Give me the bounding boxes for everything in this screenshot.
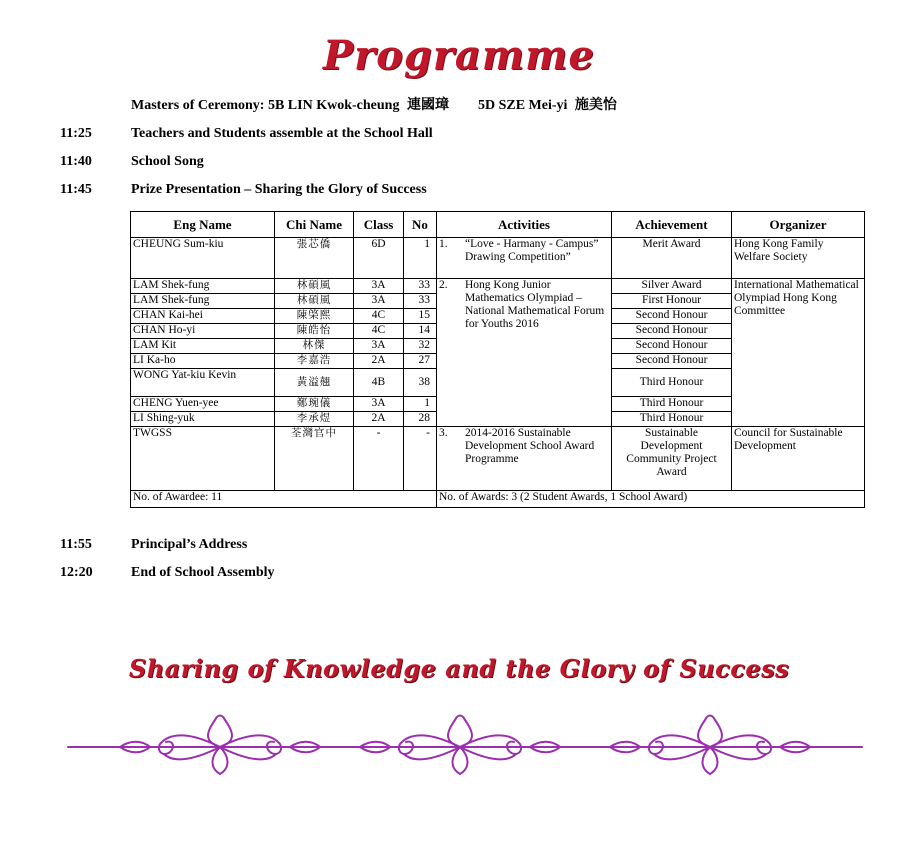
cell-chi-name: 李承煜 [275,412,354,427]
agenda-item [60,154,204,170]
masters-of-ceremony [131,94,621,114]
cell-eng-name: LAM Kit [131,339,275,354]
cell-activity [437,279,612,427]
activity-text: 2014-2016 Sustainable Development School Award Programme [465,427,595,465]
cell-achievement: Second Honour [612,309,732,324]
ornament-motif-left [120,716,320,775]
cell-eng-name: TWGSS [131,427,275,491]
cell-chi-name: 林傑 [275,339,354,354]
cell-class: 3A [354,339,404,354]
cell-organizer: Council for Sustainable Development [732,427,865,491]
agenda-item [60,537,247,553]
cell-chi-name: 張芯僑 [275,238,354,279]
cell-class: 4C [354,324,404,339]
table-footer-row [131,491,865,508]
cell-class: 3A [354,397,404,412]
header-achievement: Achievement [612,212,732,238]
cell-no: 33 [404,294,437,309]
agenda-text: Teachers and Students assemble at the School Hall [131,126,433,141]
awardee-count: No. of Awardee: 11 [131,491,437,508]
cell-class: 4C [354,309,404,324]
awards-table-wrapper [130,211,865,508]
agenda-time: 12:20 [60,565,93,580]
header-eng-name: Eng Name [131,212,275,238]
cell-achievement: Merit Award [612,238,732,279]
cell-no: 32 [404,339,437,354]
activity-number: 1. [439,238,448,250]
agenda-time: 11:25 [60,126,92,141]
table-row [131,279,865,294]
mc-label: Masters of Ceremony: 5B LIN Kwok-cheung [131,98,400,113]
page-title: Programme [323,32,595,79]
cell-no: 1 [404,397,437,412]
cell-achievement: Silver Award [612,279,732,294]
cell-achievement: Second Honour [612,324,732,339]
agenda-item [60,126,433,142]
ornament-motif-right [610,716,810,775]
mc-chi-name-2: 施美怡 [574,98,617,113]
agenda-item [60,182,427,198]
cell-activity [437,427,612,491]
cell-eng-name: LI Ka-ho [131,354,275,369]
header-activities: Activities [437,212,612,238]
cell-chi-name: 荃灣官中 [275,427,354,491]
header-organizer: Organizer [732,212,865,238]
activity-text: Hong Kong Junior Mathematics Olympiad – National Mathematical Forum for Youths 2016 [465,279,605,330]
cell-activity [437,238,612,279]
agenda-text: School Song [131,154,204,169]
agenda-time: 11:40 [60,154,92,169]
agenda-text: Principal’s Address [131,537,248,552]
header-no: No [404,212,437,238]
cell-chi-name: 陳皓怡 [275,324,354,339]
cell-chi-name: 李嘉浩 [275,354,354,369]
cell-no: 15 [404,309,437,324]
cell-eng-name: LAM Shek-fung [131,294,275,309]
agenda-text: Prize Presentation – Sharing the Glory of Success [131,182,427,197]
cell-eng-name: CHAN Kai-hei [131,309,275,324]
activity-text: “Love - Harmany - Campus” Drawing Competition” [465,238,599,263]
cell-achievement: Third Honour [612,397,732,412]
cell-achievement: First Honour [612,294,732,309]
cell-achievement: Third Honour [612,412,732,427]
cell-eng-name: CHAN Ho-yi [131,324,275,339]
cell-chi-name: 陳棨熙 [275,309,354,324]
cell-class: 3A [354,294,404,309]
cell-eng-name: WONG Yat-kiu Kevin [131,369,275,397]
ornament-motif-center [360,716,560,775]
cell-class: - [354,427,404,491]
cell-eng-name: LI Shing-yuk [131,412,275,427]
agenda-time: 11:45 [60,182,92,197]
agenda-text: End of School Assembly [131,565,275,580]
agenda-time: 11:55 [60,537,92,552]
decorative-ornament-icon [60,702,870,792]
tagline: Sharing of Knowledge and the Glory of Success [128,654,790,683]
activity-number: 2. [439,279,448,291]
cell-achievement: Second Honour [612,339,732,354]
activity-number: 3. [439,427,448,439]
awards-table [130,211,865,508]
cell-achievement: Sustainable Development Community Project Award [612,427,732,491]
header-chi-name: Chi Name [275,212,354,238]
cell-class: 6D [354,238,404,279]
cell-achievement: Third Honour [612,369,732,397]
header-class: Class [354,212,404,238]
cell-no: - [404,427,437,491]
cell-eng-name: CHENG Yuen-yee [131,397,275,412]
mc-chi-name-1: 連國璋 [406,98,449,113]
cell-chi-name: 林碩風 [275,279,354,294]
cell-chi-name: 黃溢翹 [275,369,354,397]
award-count: No. of Awards: 3 (2 Student Awards, 1 School Award) [437,491,865,508]
cell-class: 3A [354,279,404,294]
mc-second: 5D SZE Mei-yi [477,98,568,113]
cell-organizer: Hong Kong Family Welfare Society [732,238,865,279]
cell-no: 28 [404,412,437,427]
cell-organizer: International Mathematical Olympiad Hong Kong Committee [732,279,865,427]
cell-no: 38 [404,369,437,397]
cell-class: 2A [354,354,404,369]
cell-no: 14 [404,324,437,339]
cell-eng-name: LAM Shek-fung [131,279,275,294]
cell-chi-name: 林碩風 [275,294,354,309]
table-row [131,238,865,279]
cell-no: 1 [404,238,437,279]
cell-class: 2A [354,412,404,427]
cell-chi-name: 鄭琬儀 [275,397,354,412]
cell-no: 33 [404,279,437,294]
agenda-item [60,565,275,581]
cell-achievement: Second Honour [612,354,732,369]
cell-eng-name: CHEUNG Sum-kiu [131,238,275,279]
cell-class: 4B [354,369,404,397]
cell-no: 27 [404,354,437,369]
table-row [131,427,865,491]
